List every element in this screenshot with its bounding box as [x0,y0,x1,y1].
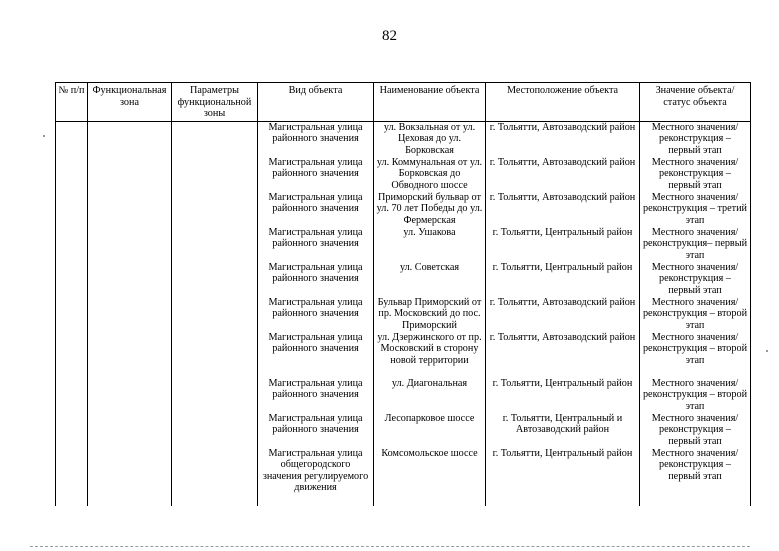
header-object-status: Значение объекта/статус объекта [640,83,751,122]
cell-object-type: Магистральная улица районного значения [258,157,374,192]
cell-zone-parameters [172,297,258,332]
cell-object-location: г. Тольятти, Автозаводский район [486,332,640,378]
cell-object-name: Комсомольское шоссе [374,448,486,506]
cell-object-type: Магистральная улица районного значения [258,332,374,378]
cell-zone-parameters [172,192,258,227]
cell-object-status: Местного значения/ реконструкция – второй этап [640,332,751,378]
cell-object-name: ул. Ушакова [374,227,486,262]
cell-zone-parameters [172,121,258,157]
scan-speck [43,135,45,137]
cell-object-type: Магистральная улица районного значения [258,413,374,448]
cell-object-name: Лесопарковое шоссе [374,413,486,448]
cell-object-location: г. Тольятти, Центральный район [486,262,640,297]
cell-number [56,157,88,192]
cell-number [56,332,88,378]
cell-object-location: г. Тольятти, Центральный район [486,378,640,413]
cell-object-location: г. Тольятти, Центральный район [486,227,640,262]
cell-functional-zone [88,121,172,157]
table-row [56,121,751,157]
cell-object-location: г. Тольятти, Центральный район [486,448,640,506]
cell-functional-zone [88,227,172,262]
cell-object-type: Магистральная улица районного значения [258,262,374,297]
table-row [56,192,751,227]
cell-object-name: ул. Вокзальная от ул. Цеховая до ул. Борковская [374,121,486,157]
table-row [56,297,751,332]
cell-functional-zone [88,192,172,227]
objects-table [55,82,751,506]
cell-object-status: Местного значения/ реконструкция – первый этап [640,157,751,192]
scan-speck [766,350,768,352]
cell-functional-zone [88,448,172,506]
cell-number [56,297,88,332]
header-object-type: Вид объекта [258,83,374,122]
cell-object-location: г. Тольятти, Автозаводский район [486,297,640,332]
cell-object-location: г. Тольятти, Автозаводский район [486,192,640,227]
cell-object-status: Местного значения/ реконструкция – первый этап [640,413,751,448]
table-row [56,262,751,297]
table-row [56,157,751,192]
table-row [56,448,751,506]
table-header-row [56,83,751,122]
header-functional-zone: Функциональная зона [88,83,172,122]
cell-object-status: Местного значения/ реконструкция – первый этап [640,121,751,157]
cell-number [56,121,88,157]
header-number: № п/п [56,83,88,122]
cell-object-location: г. Тольятти, Автозаводский район [486,157,640,192]
cell-number [56,227,88,262]
page-bottom-edge [30,546,750,547]
cell-functional-zone [88,332,172,378]
cell-object-type: Магистральная улица районного значения [258,378,374,413]
cell-functional-zone [88,262,172,297]
cell-zone-parameters [172,157,258,192]
cell-number [56,192,88,227]
cell-zone-parameters [172,378,258,413]
cell-zone-parameters [172,448,258,506]
cell-zone-parameters [172,227,258,262]
cell-functional-zone [88,297,172,332]
table-row [56,378,751,413]
cell-functional-zone [88,157,172,192]
cell-object-type: Магистральная улица общегородского значения регулируемого движения [258,448,374,506]
cell-zone-parameters [172,332,258,378]
page-number: 82 [382,28,397,44]
cell-object-status: Местного значения/ реконструкция – второй этап [640,378,751,413]
header-object-name: Наименование объекта [374,83,486,122]
cell-object-type: Магистральная улица районного значения [258,227,374,262]
cell-object-name: ул. Диагональная [374,378,486,413]
cell-object-location: г. Тольятти, Автозаводский район [486,121,640,157]
cell-object-name: ул. Дзержинского от пр. Московский в сторону новой территории [374,332,486,378]
cell-object-status: Местного значения/ реконструкция– первый этап [640,227,751,262]
cell-object-type: Магистральная улица районного значения [258,121,374,157]
cell-object-name: ул. Советская [374,262,486,297]
cell-object-name: ул. Коммунальная от ул. Борковская до Обводного шоссе [374,157,486,192]
cell-object-name: Бульвар Приморский от пр. Московский до пос. Приморский [374,297,486,332]
cell-number [56,378,88,413]
table-row [56,332,751,378]
table-row [56,413,751,448]
cell-object-type: Магистральная улица районного значения [258,297,374,332]
header-zone-parameters: Параметры функциональной зоны [172,83,258,122]
header-object-location: Местоположение объекта [486,83,640,122]
cell-object-status: Местного значения/ реконструкция – третий этап [640,192,751,227]
cell-object-status: Местного значения/ реконструкция – первый этап [640,262,751,297]
cell-object-status: Местного значения/ реконструкция – первый этап [640,448,751,506]
cell-object-name: Приморский бульвар от ул. 70 лет Победы до ул. Фермерская [374,192,486,227]
cell-functional-zone [88,378,172,413]
cell-number [56,448,88,506]
table-row [56,227,751,262]
cell-functional-zone [88,413,172,448]
cell-object-type: Магистральная улица районного значения [258,192,374,227]
cell-number [56,413,88,448]
cell-object-location: г. Тольятти, Центральный и Автозаводский район [486,413,640,448]
cell-zone-parameters [172,262,258,297]
cell-zone-parameters [172,413,258,448]
cell-number [56,262,88,297]
cell-object-status: Местного значения/ реконструкция – второй этап [640,297,751,332]
